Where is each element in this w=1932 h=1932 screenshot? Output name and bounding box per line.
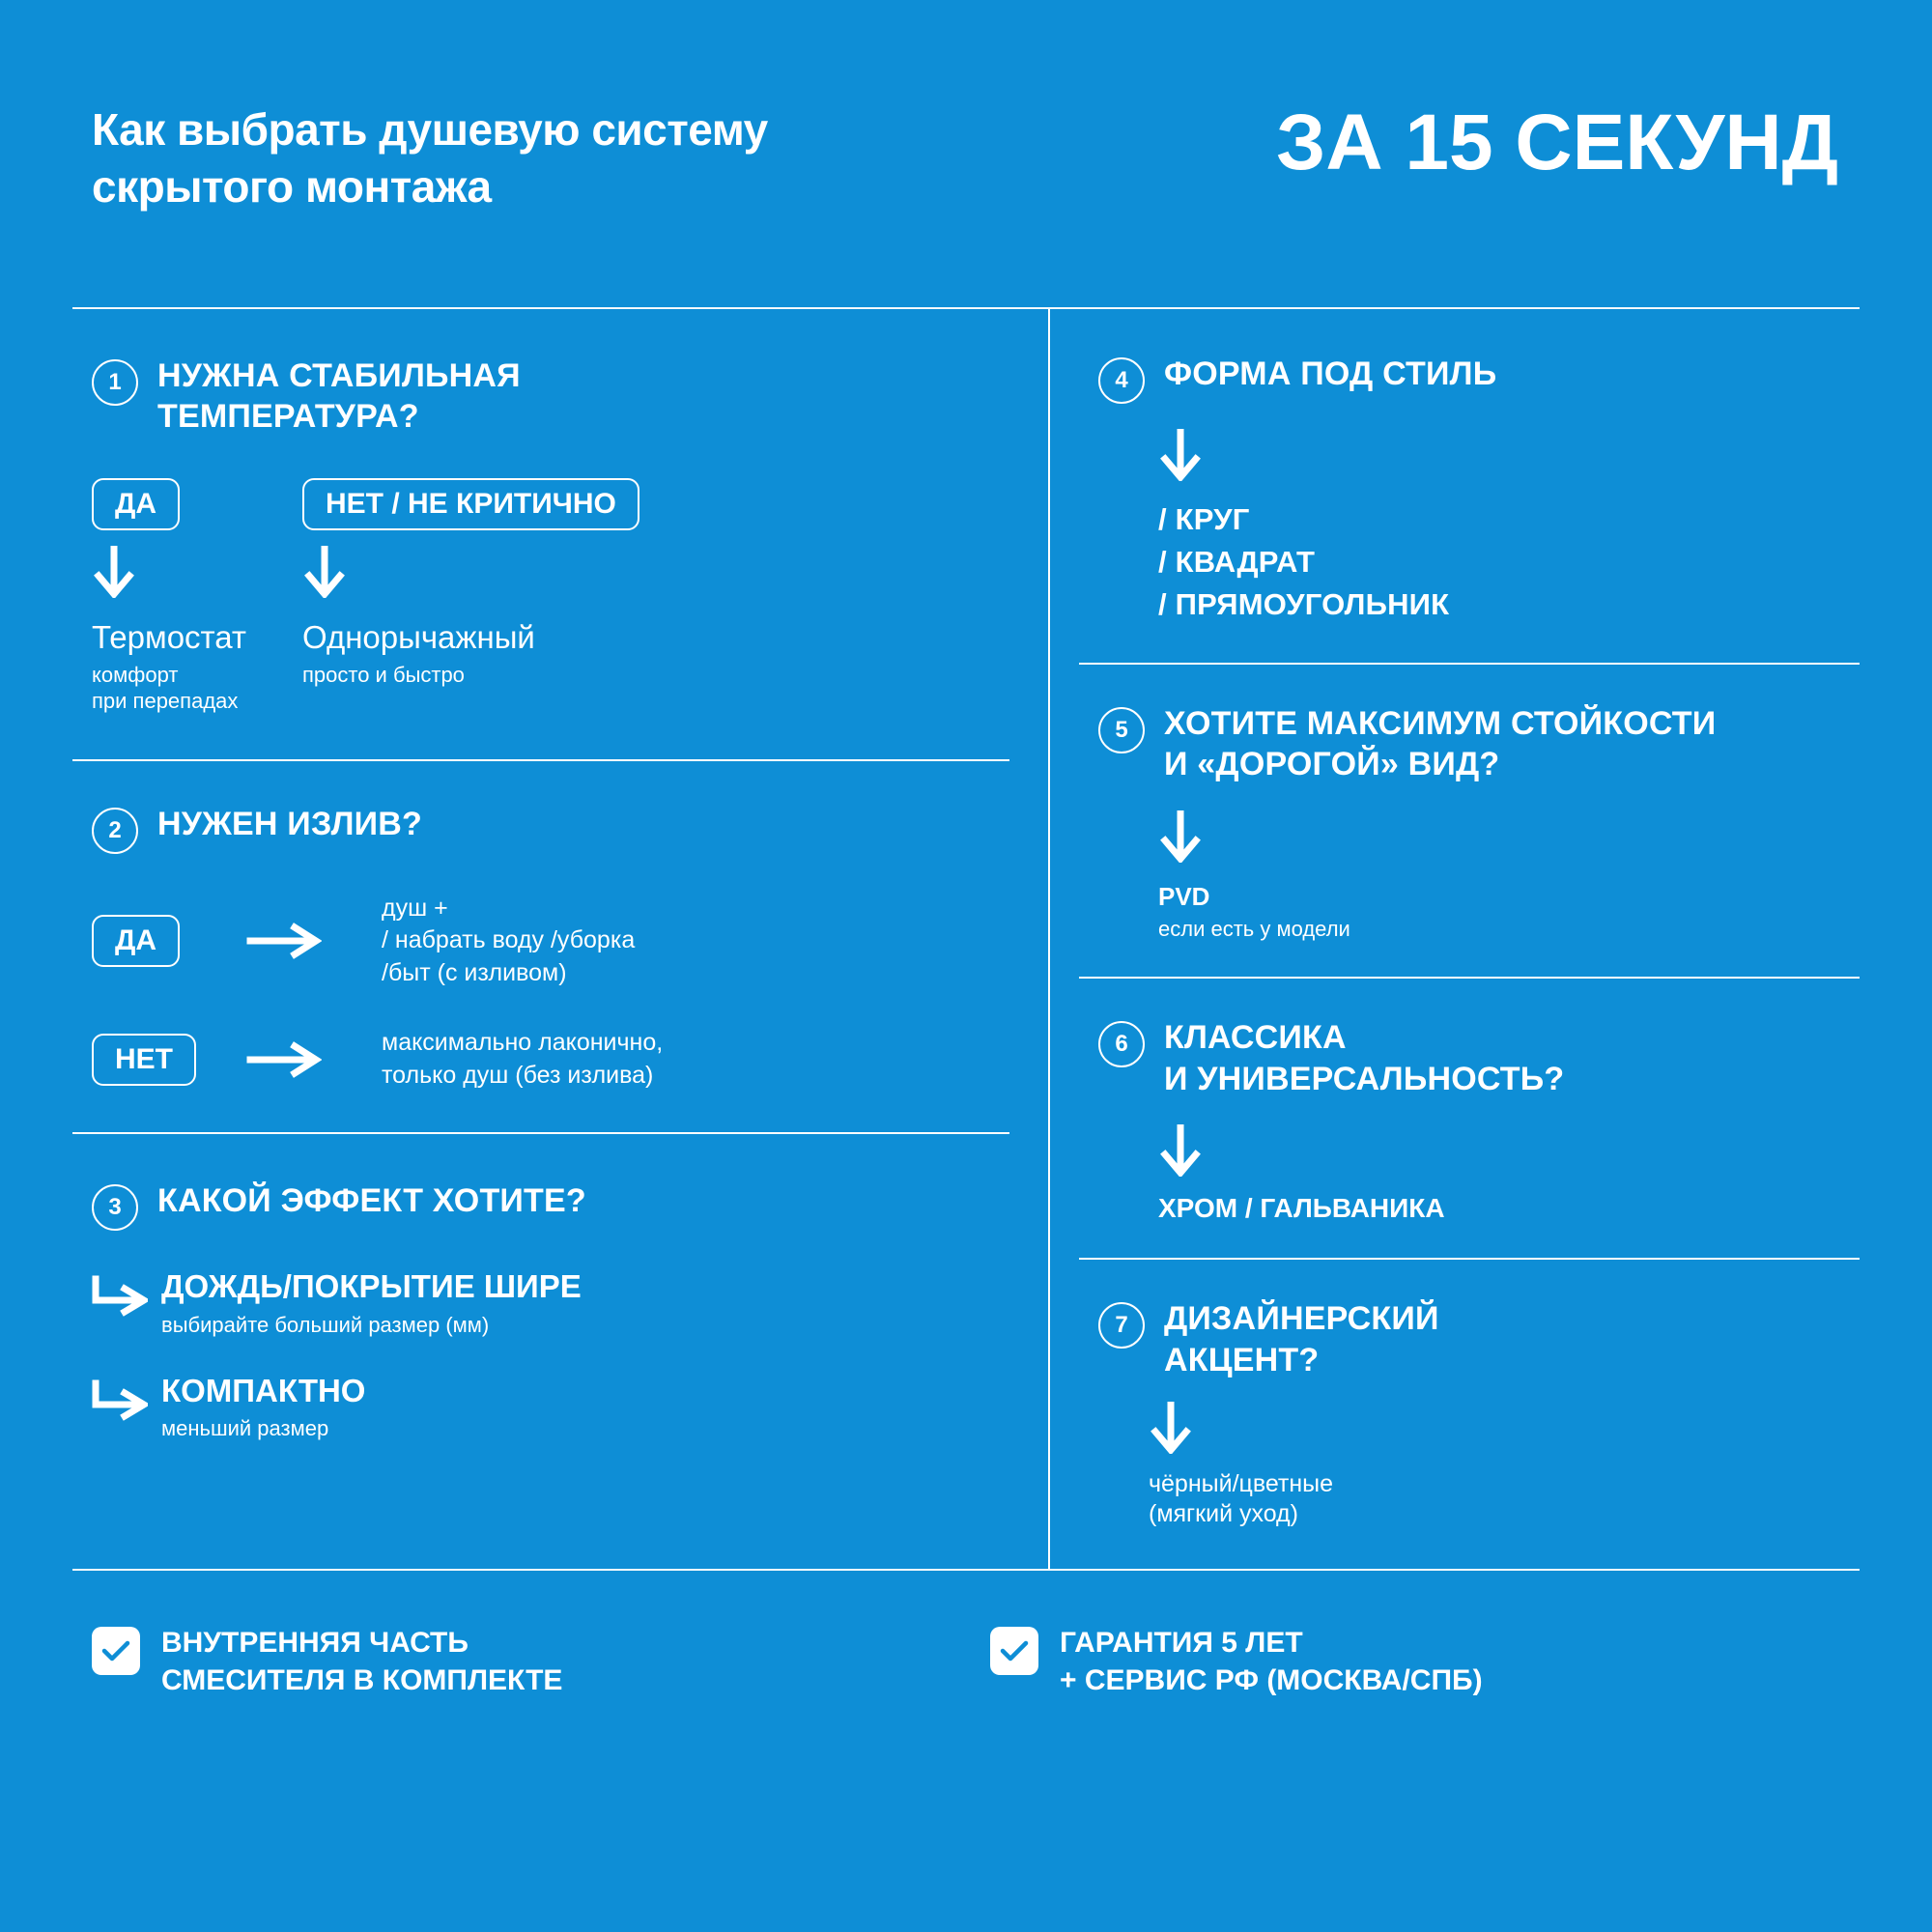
step-3-option2-bent-arrow-icon [92,1378,161,1424]
check-icon-2 [990,1627,1038,1675]
right-column [1048,309,1860,1569]
step-1-title-line2: ТЕМПЕРАТУРА? [157,398,419,436]
step-7-title-line1: ДИЗАЙНЕРСКИЙ [1164,1300,1439,1338]
step-5-result [1098,882,1860,943]
step-5-result-sub: если есть у модели [1158,916,1350,941]
footer-item-inner-part [92,1624,990,1699]
step-1-option-no[interactable]: НЕТ / НЕ КРИТИЧНО [302,478,639,530]
step-3-option1-bent-arrow-icon [92,1273,161,1320]
step-7-title [1164,1298,1439,1380]
step-5-title [1164,703,1716,785]
step-2 [72,759,1009,1133]
step-4-options [1098,498,1860,626]
step-1-result-yes-sub-line1: комфорт [92,662,179,687]
step-4-heading [1098,354,1860,404]
step-4-arrow-down-icon [1158,429,1860,481]
left-column [72,309,1048,1569]
step-2-yes-text-line2: / набрать воду /уборка [382,926,636,954]
step-7-badge: 7 [1098,1302,1145,1349]
step-5-arrow-down-icon [1158,810,1860,863]
header-highlight: ЗА 15 СЕКУНД [1275,99,1838,186]
page-title-line1: Как выбрать душевую систему [92,104,768,155]
step-5-title-line1: ХОТИТЕ МАКСИМУМ СТОЙКОСТИ [1164,704,1717,742]
footer-item2-line2: + СЕРВИС РФ (МОСКВА/СПБ) [1060,1663,1483,1696]
check-icon [92,1627,140,1675]
step-2-no-text-line2: только душ (без излива) [382,1061,654,1089]
step-6-result-title: ХРОМ / ГАЛЬВАНИКА [1158,1193,1445,1224]
step-3-option2 [161,1372,365,1442]
step-4-option-1: / КРУГ [1158,501,1250,536]
step-3-badge: 3 [92,1184,138,1231]
step-7-arrow-down-icon [1149,1402,1860,1454]
step-1-no-arrow-down-icon [302,546,347,598]
step-3-option1-title: ДОЖДЬ/ПОКРЫТИЕ ШИРЕ [161,1268,582,1305]
step-1-result-yes-sub-line2: при перепадах [92,689,239,714]
step-6 [1079,977,1860,1258]
step-6-badge: 6 [1098,1021,1145,1067]
step-4-option-2: / КВАДРАТ [1158,544,1316,579]
footer-item-inner-part-text [161,1624,562,1699]
footer-item1-line2: СМЕСИТЕЛЯ В КОМПЛЕКТЕ [161,1663,563,1696]
page-title-line2: скрытого монтажа [92,160,492,212]
step-6-arrow-down-icon [1158,1124,1860,1177]
step-3-option1 [161,1267,582,1338]
step-7-result-line1: чёрный/цветные [1149,1470,1334,1498]
step-5-badge: 5 [1098,707,1145,753]
step-6-title-line2: И УНИВЕРСАЛЬНОСТЬ? [1164,1060,1565,1097]
step-1-result-yes-title: Термостат [92,618,247,655]
step-6-title [1164,1017,1564,1099]
step-1-option-yes[interactable]: ДА [92,478,180,530]
header-divider [72,307,1860,309]
footer-item2-line1: ГАРАНТИЯ 5 ЛЕТ [1060,1626,1303,1659]
step-4-badge: 4 [1098,357,1145,404]
step-2-no-text-line1: максимально лаконично, [382,1028,664,1056]
step-1-badge: 1 [92,359,138,406]
step-7-result [1098,1469,1860,1530]
step-5-result-title: PVD [1158,881,1210,911]
step-4-title: ФОРМА ПОД СТИЛЬ [1164,355,1497,392]
step-6-title-line1: КЛАССИКА [1164,1019,1347,1057]
step-1-result-no [302,619,535,688]
step-1-title [157,355,521,438]
step-5-heading [1098,703,1860,785]
step-7-title-line2: АКЦЕНТ? [1164,1341,1320,1378]
step-2-option-yes[interactable]: ДА [92,915,180,967]
step-5 [1079,663,1860,978]
step-2-heading [92,804,1009,854]
step-1 [72,309,1009,759]
step-4 [1079,309,1860,663]
step-1-result-no-title: Однорычажный [302,618,535,655]
step-2-title: НУЖЕН ИЗЛИВ? [157,805,423,842]
footer-item1-line1: ВНУТРЕННЯЯ ЧАСТЬ [161,1626,469,1659]
step-5-title-line2: И «ДОРОГОЙ» ВИД? [1164,746,1500,783]
step-3-heading [92,1180,1009,1231]
step-1-heading [92,355,1009,438]
footer-item-warranty-text [1060,1624,1483,1699]
step-3-option1-sub: выбирайте больший размер (мм) [161,1313,490,1338]
step-7-heading [1098,1298,1860,1380]
step-1-result-yes [92,619,302,715]
header [72,0,1860,215]
step-1-title-line1: НУЖНА СТАБИЛЬНАЯ [157,356,521,394]
page-title [92,101,768,215]
step-2-no-arrow-right-icon [246,1040,382,1079]
step-2-yes-text [382,893,635,990]
footer-item-warranty [990,1624,1483,1699]
step-7-result-line2: (мягкий уход) [1149,1500,1298,1528]
step-7 [1079,1258,1860,1569]
step-3-option2-sub: меньший размер [161,1416,329,1441]
step-3 [72,1132,1009,1486]
footer-divider [72,1569,1860,1571]
step-1-yes-arrow-down-icon [92,546,302,598]
step-2-option-no[interactable]: НЕТ [92,1034,196,1086]
step-2-yes-arrow-right-icon [246,922,382,960]
step-3-option2-title: КОМПАКТНО [161,1372,366,1408]
footer [72,1571,1860,1699]
step-2-badge: 2 [92,808,138,854]
step-6-heading [1098,1017,1860,1099]
step-4-option-3: / ПРЯМОУГОЛЬНИК [1158,586,1450,621]
step-2-yes-text-line1: душ + [382,894,448,922]
step-2-yes-text-line3: /быт (с изливом) [382,959,567,987]
step-2-no-text [382,1027,663,1093]
content-columns [72,309,1860,1569]
step-3-title: КАКОЙ ЭФФЕКТ ХОТИТЕ? [157,1182,586,1220]
step-1-result-no-sub: просто и быстро [302,662,465,687]
